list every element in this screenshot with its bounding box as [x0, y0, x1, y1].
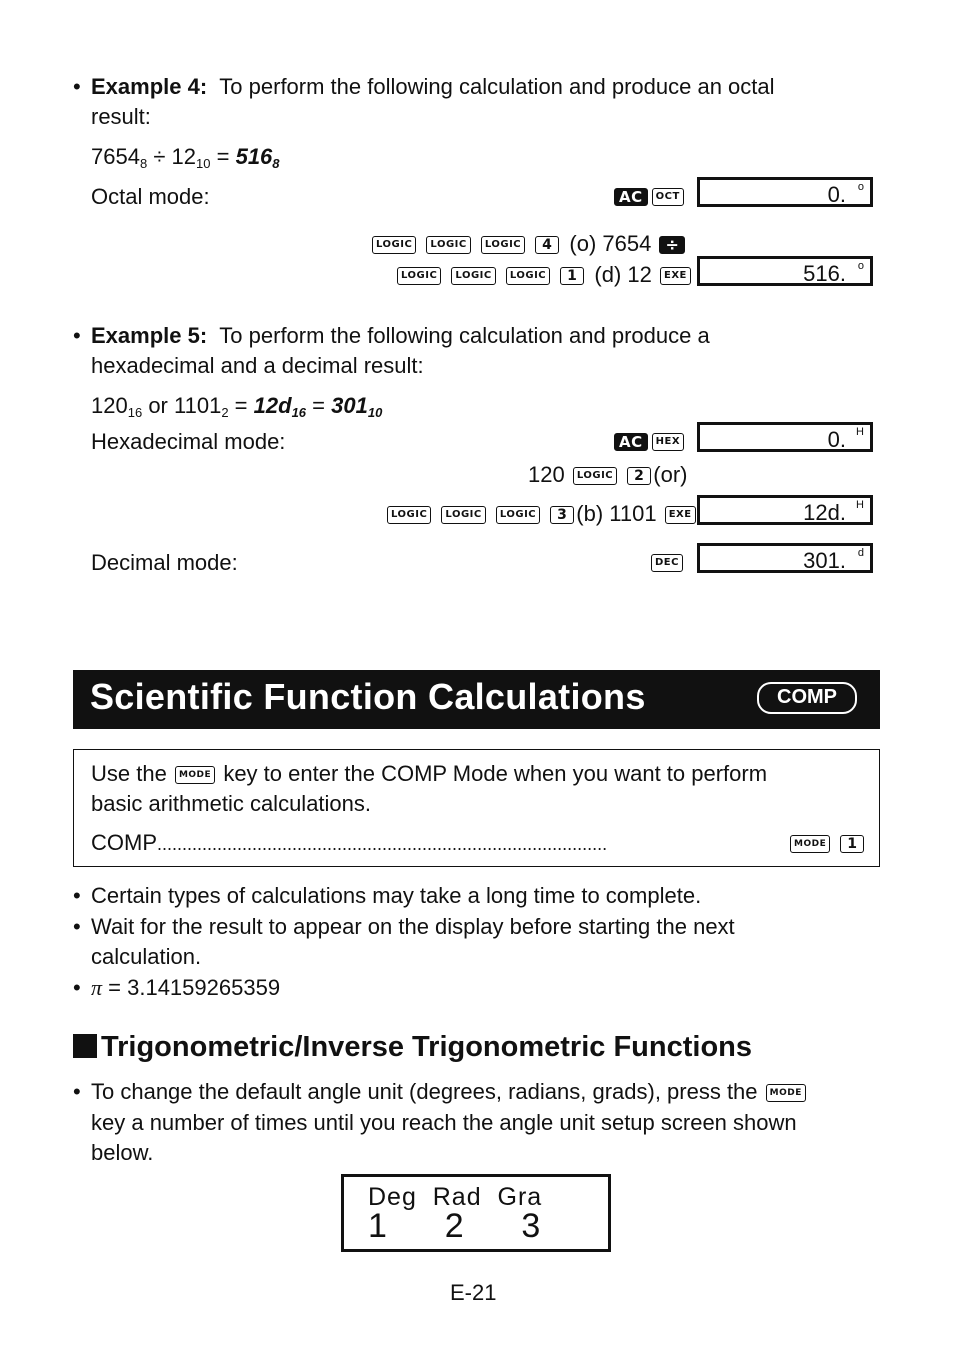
bullet: • [73, 323, 81, 348]
example4-text: To perform the following calculation and produce an octal [219, 74, 775, 99]
ex5-keys-row2: 120 LOGIC 2 (or) [528, 462, 688, 487]
digit-key: 1 [560, 267, 584, 285]
ac-key: AC [614, 433, 648, 451]
ex4-display2: 516. o [697, 256, 873, 286]
comp-badge: COMP [757, 682, 857, 714]
bullet: • [73, 74, 81, 99]
bullet-text: Certain types of calculations may take a long time to complete. [91, 883, 702, 908]
square-bullet-icon [73, 1034, 97, 1058]
example5-label: Example 5: [91, 323, 208, 348]
example4-label: Example 4: [91, 74, 208, 99]
mode-key: MODE [766, 1084, 806, 1102]
ex4-keys-row2: LOGIC LOGIC LOGIC 4 (o) 7654 ÷ [370, 231, 687, 257]
bullet: • [73, 975, 81, 1000]
ac-key: AC [614, 188, 648, 206]
bullet: • [73, 914, 81, 939]
logic-key: LOGIC [397, 267, 441, 285]
ex4-keys-row1 [612, 183, 686, 209]
digit-key: 1 [840, 835, 864, 853]
trig-heading: Trigonometric/Inverse Trigonometric Functions [73, 1031, 752, 1064]
comp-keys [788, 830, 866, 856]
oct-key: OCT [652, 188, 684, 206]
hex-key: HEX [652, 433, 684, 451]
example4-line2: result: [91, 104, 151, 129]
logic-key: LOGIC [387, 506, 431, 524]
mode-key: MODE [175, 766, 215, 784]
logic-key: LOGIC [573, 467, 617, 485]
ex4-display1: 0. o [697, 177, 873, 207]
exe-key: EXE [660, 267, 691, 285]
octal-mode-label: Octal mode: [91, 184, 210, 209]
mode-key: MODE [790, 835, 830, 853]
logic-key: LOGIC [481, 236, 525, 254]
digit-key: 3 [550, 506, 574, 524]
section-title: Scientific Function Calculations [90, 676, 646, 717]
example5-line2: hexadecimal and a decimal result: [91, 353, 424, 378]
ex5-keys-row3: LOGIC LOGIC LOGIC 3 (b) 1101 EXE [385, 501, 698, 527]
bullet: • [73, 1079, 81, 1104]
logic-key: LOGIC [506, 267, 550, 285]
ex5-display2: 12d. H [697, 495, 873, 525]
logic-key: LOGIC [441, 506, 485, 524]
trig-line3: below. [91, 1140, 154, 1165]
ex5-display3: 301. d [697, 543, 873, 573]
divide-key: ÷ [659, 236, 685, 254]
ex5-keys-row4 [649, 549, 685, 575]
comp-info-box [73, 749, 880, 867]
logic-key: LOGIC [451, 267, 495, 285]
logic-key: LOGIC [496, 506, 540, 524]
exe-key: EXE [665, 506, 696, 524]
digit-key: 4 [535, 236, 559, 254]
pi-line: π = 3.14159265359 [91, 975, 281, 1000]
logic-key: LOGIC [372, 236, 416, 254]
bullet: • [73, 883, 81, 908]
hex-mode-label: Hexadecimal mode: [91, 429, 286, 454]
example5-formula: $120_{16}$ or $1101_2 = 12d_{16} = 301_{10}$ [91, 393, 383, 420]
digit-key: 2 [627, 467, 651, 485]
ex5-display1: 0. H [697, 422, 873, 452]
bullet-text: calculation. [91, 944, 202, 969]
angle-unit-lcd [341, 1174, 611, 1252]
dec-key: DEC [651, 554, 683, 572]
trig-line2: key a number of times until you reach the angle unit setup screen shown [91, 1110, 797, 1135]
example5-line1: Example 5: To perform the following calculation and produce a [91, 323, 710, 348]
section-title-bar [73, 670, 880, 729]
example4-line1 [91, 74, 775, 100]
dec-mode-label: Decimal mode: [91, 550, 238, 575]
bullet-text: Wait for the result to appear on the display before starting the next [91, 914, 735, 939]
logic-key: LOGIC [426, 236, 470, 254]
lcd-row2: 1 2 3 [368, 1207, 545, 1245]
ex4-keys-row3: LOGIC LOGIC LOGIC 1 (d) 12 EXE [395, 262, 693, 288]
page-number: E-21 [450, 1280, 497, 1305]
lcd-row1: Deg Rad Gra [368, 1183, 543, 1211]
example4-formula: $7654_8 \div 12_{10} = 516_8$ [91, 144, 280, 171]
comp-row: COMP.......................................................................................... [91, 830, 608, 855]
trig-line1: To change the default angle unit (degrees, radians, grads), press the MODE [91, 1079, 808, 1105]
info-line1: Use the MODE key to enter the COMP Mode when you want to perform [91, 761, 768, 786]
info-line2: basic arithmetic calculations. [91, 791, 372, 816]
ex5-keys-row1 [612, 428, 686, 454]
